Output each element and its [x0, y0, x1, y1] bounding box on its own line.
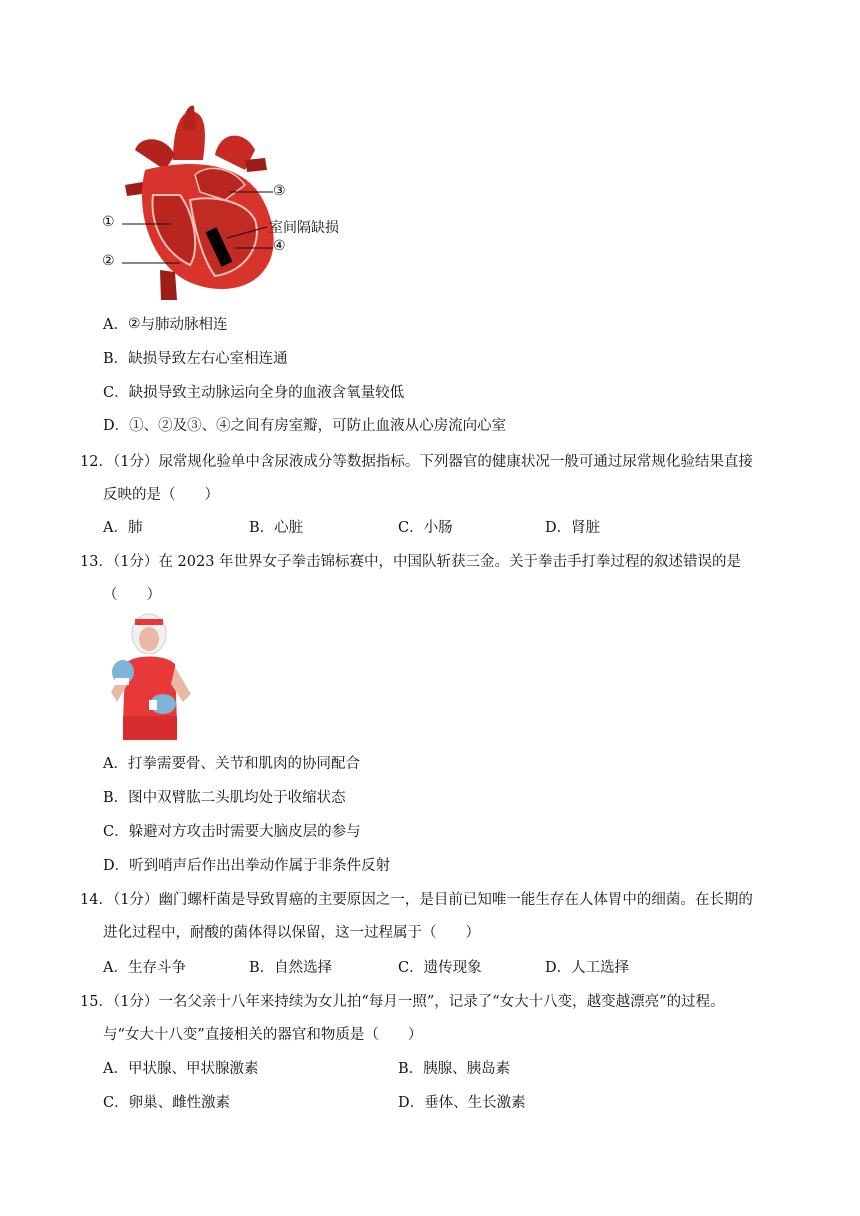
question-text: 一名父亲十八年来持续为女儿拍“每月一照”，记录了“女大十八变，越变越漂亮”的过程。 — [158, 994, 725, 1010]
q14-option-a: A．生存斗争 — [103, 960, 186, 976]
question-text: 幽门螺杆菌是导致胃癌的主要原因之一，是目前已知唯一能生存在人体胃中的细菌。在长期的 — [158, 892, 753, 908]
option-text: 与肺动脉相连 — [140, 317, 228, 333]
q14-option-b: B．自然选择 — [249, 960, 333, 976]
q15-stem-line1 — [80, 990, 725, 1011]
option-letter: B． — [103, 351, 129, 367]
heart-label-defect: 室间隔缺损 — [269, 220, 339, 236]
option-text-part: 、 — [201, 418, 217, 434]
boxer-illustration — [103, 612, 198, 740]
q15-option-d: D．垂体、生长激素 — [398, 1095, 526, 1111]
question-text: 在 2023 年世界女子拳击锦标赛中，中国队斩获三金。关于拳击手打拳过程的叙述错误的是 — [158, 554, 742, 570]
q12-option-a: A．肺 — [103, 520, 143, 536]
question-score: （1分） — [112, 994, 159, 1010]
option-text-part: 、 — [143, 418, 159, 434]
heart-illustration — [95, 100, 365, 305]
option-text-part: 及 — [172, 418, 188, 434]
q13-option-a: A．打拳需要骨、关节和肌肉的协同配合 — [103, 756, 360, 772]
question-number: 12． — [80, 454, 113, 470]
q15-option-a: A．甲状腺、甲状腺激素 — [103, 1061, 259, 1077]
question-number: 14． — [80, 892, 113, 908]
circled-ref: ② — [158, 418, 173, 434]
option-text-part: 之间有房室瓣，可防止血液从心房流向心室 — [230, 418, 507, 434]
q13-option-d: D．听到哨声后作出出拳动作属于非条件反射 — [103, 858, 391, 874]
q12-option-c: C．小肠 — [398, 520, 453, 536]
heart-label-2: ② — [102, 253, 115, 269]
option-text: 缺损导致主动脉运向全身的血液含氧量较低 — [128, 385, 405, 401]
circled-ref: ④ — [216, 418, 231, 434]
q11-option-b — [103, 347, 288, 368]
q14-option-c: C．遗传现象 — [398, 960, 482, 976]
q12-option-d: D．肾脏 — [545, 520, 601, 536]
option-text: 缺损导致左右心室相连通 — [128, 351, 288, 367]
q13-option-b: B．图中双臂肱二头肌均处于收缩状态 — [103, 790, 346, 806]
q14-stem-line1 — [80, 888, 753, 909]
heart-label-3: ③ — [273, 183, 286, 199]
heart-label-4: ④ — [273, 238, 286, 254]
question-score: （1分） — [112, 554, 159, 570]
q13-stem-line2: （ ） — [103, 587, 161, 603]
question-score: （1分） — [112, 454, 159, 470]
circled-ref: ① — [129, 418, 144, 434]
q15-option-b: B．胰腺、胰岛素 — [398, 1061, 511, 1077]
q15-stem-line2: 与“女大十八变”直接相关的器官和物质是（ ） — [103, 1027, 423, 1043]
question-score: （1分） — [112, 892, 159, 908]
q11-option-a — [103, 313, 228, 334]
circled-number: ② — [127, 316, 141, 332]
question-text: 尿常规化验单中含尿液成分等数据指标。下列器官的健康状况一般可通过尿常规化验结果直接 — [158, 454, 753, 470]
q12-stem-line1 — [80, 450, 753, 471]
q13-option-c: C．躲避对方攻击时需要大脑皮层的参与 — [103, 824, 361, 840]
question-number: 15． — [80, 994, 113, 1010]
q12-option-b: B．心脏 — [249, 520, 304, 536]
q14-stem-line2: 进化过程中，耐酸的菌体得以保留，这一过程属于（ ） — [103, 925, 480, 941]
boxer-image — [103, 612, 198, 740]
q13-stem-line1 — [80, 550, 741, 571]
q11-option-d — [103, 414, 506, 435]
heart-label-1: ① — [102, 214, 115, 230]
q14-option-d: D．人工选择 — [545, 960, 630, 976]
q11-option-c — [103, 381, 404, 402]
option-letter: D． — [103, 418, 130, 434]
heart-figure — [95, 100, 365, 305]
circled-ref: ③ — [187, 418, 202, 434]
option-letter: C． — [103, 385, 129, 401]
option-letter: A． — [103, 317, 128, 333]
q15-option-c: C．卵巢、雌性激素 — [103, 1095, 231, 1111]
question-number: 13． — [80, 554, 113, 570]
q12-stem-line2: 反映的是（ ） — [103, 487, 219, 503]
